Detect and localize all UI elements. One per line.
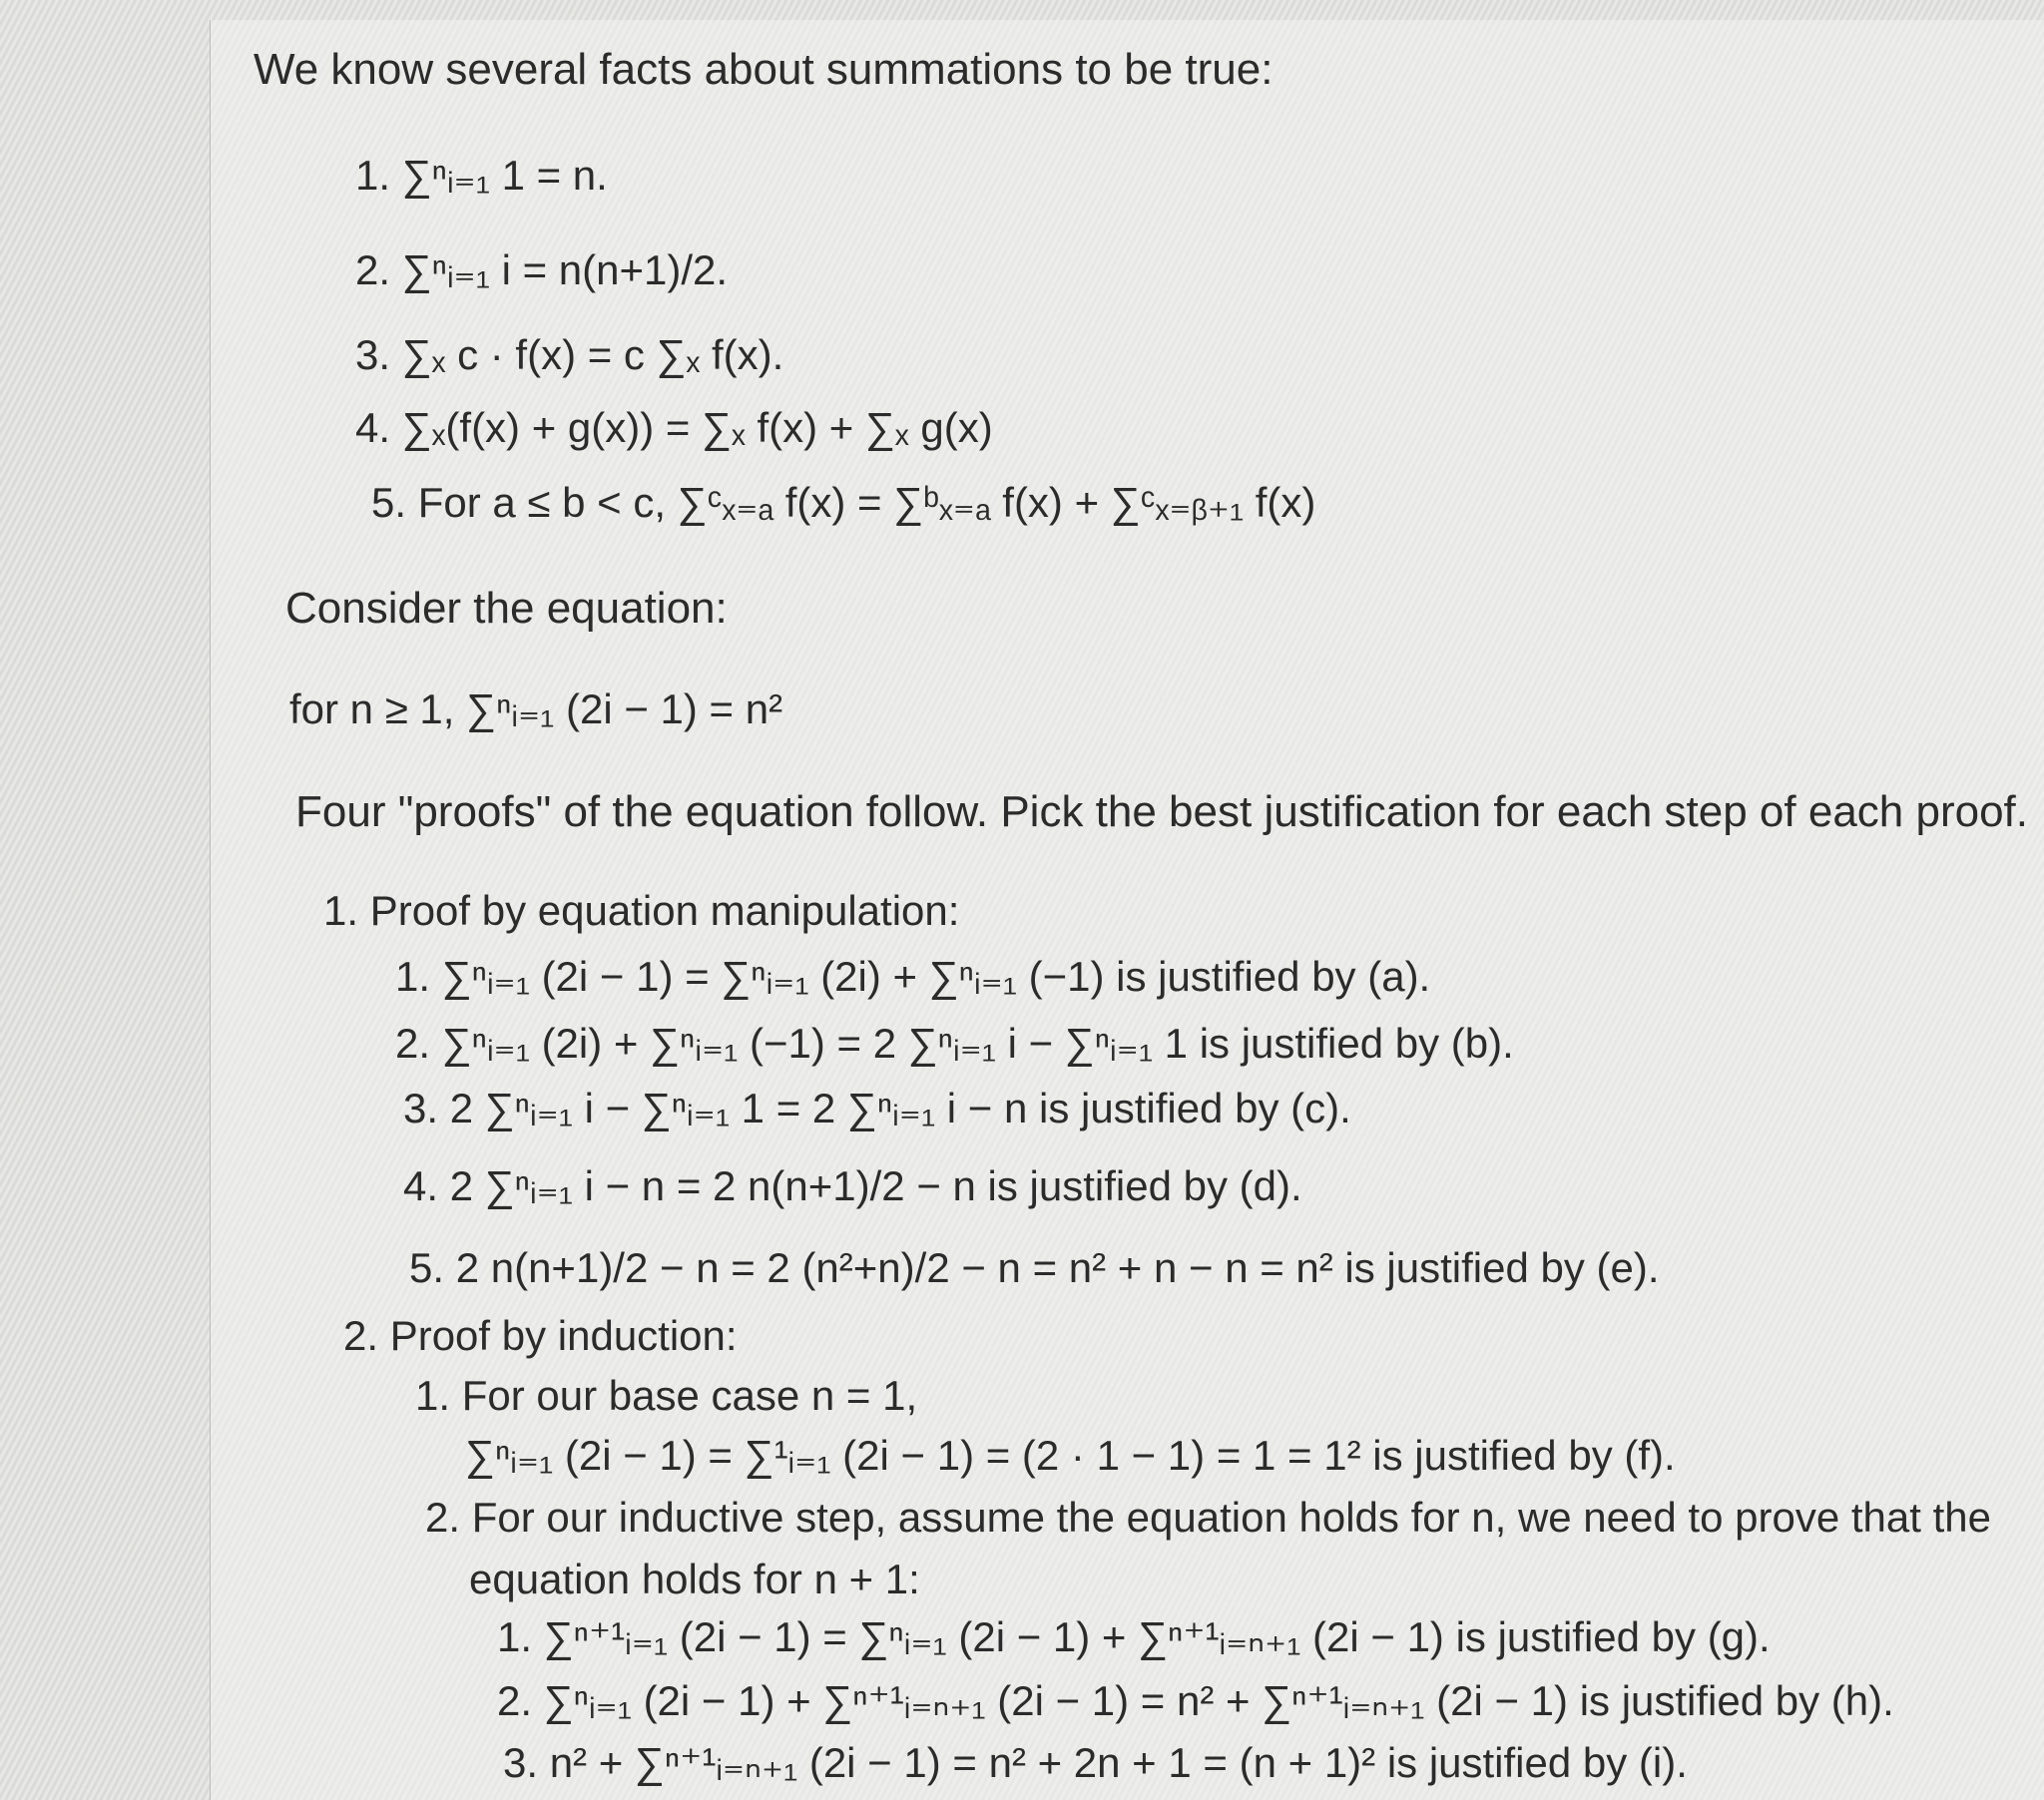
proof1-title: 1. Proof by equation manipulation:: [323, 887, 960, 934]
instructions-text: Four "proofs" of the equation follow. Pick the best justification for each step of each proof.: [295, 787, 2029, 836]
intro-text: We know several facts about summations to be true:: [254, 45, 1274, 94]
proof2-step-2: 2. ∑ⁿᵢ₌₁ (2i − 1) + ∑ⁿ⁺¹ᵢ₌ₙ₊₁ (2i − 1) = n² + ∑ⁿ⁺¹ᵢ₌ₙ₊₁ (2i − 1) is justified by (h).: [497, 1677, 1894, 1724]
proof2-base-equation: ∑ⁿᵢ₌₁ (2i − 1) = ∑¹ᵢ₌₁ (2i − 1) = (2 · 1 − 1) = 1 = 1² is justified by (f).: [465, 1432, 1676, 1479]
fact-1: 1. ∑ⁿᵢ₌₁ 1 = n.: [355, 152, 608, 199]
proof2-inductive-line-2: equation holds for n + 1:: [469, 1556, 920, 1602]
fact-3: 3. ∑ₓ c · f(x) = c ∑ₓ f(x).: [355, 331, 784, 378]
fact-2: 2. ∑ⁿᵢ₌₁ i = n(n+1)/2.: [355, 246, 729, 293]
proof2-step-1: 1. ∑ⁿ⁺¹ᵢ₌₁ (2i − 1) = ∑ⁿᵢ₌₁ (2i − 1) + ∑ⁿ⁺¹ᵢ₌ₙ₊₁ (2i − 1) is justified by (g).: [497, 1613, 1771, 1660]
proof1-step-3: 3. 2 ∑ⁿᵢ₌₁ i − ∑ⁿᵢ₌₁ 1 = 2 ∑ⁿᵢ₌₁ i − n is justified by (c).: [403, 1085, 1351, 1131]
proof2-inductive-line-1: 2. For our inductive step, assume the equation holds for n, we need to prove that the: [425, 1494, 1991, 1541]
proof1-step-1: 1. ∑ⁿᵢ₌₁ (2i − 1) = ∑ⁿᵢ₌₁ (2i) + ∑ⁿᵢ₌₁ (−1) is justified by (a).: [395, 953, 1431, 1000]
proof2-title: 2. Proof by induction:: [343, 1312, 738, 1359]
proof2-step-3: 3. n² + ∑ⁿ⁺¹ᵢ₌ₙ₊₁ (2i − 1) = n² + 2n + 1 = (n + 1)² is justified by (i).: [503, 1739, 1688, 1786]
proof1-step-5: 5. 2 n(n+1)/2 − n = 2 (n²+n)/2 − n = n² + n − n = n² is justified by (e).: [409, 1244, 1660, 1291]
consider-label: Consider the equation:: [285, 584, 728, 633]
proof1-step-2: 2. ∑ⁿᵢ₌₁ (2i) + ∑ⁿᵢ₌₁ (−1) = 2 ∑ⁿᵢ₌₁ i − ∑ⁿᵢ₌₁ 1 is justified by (b).: [395, 1020, 1514, 1067]
main-equation: for n ≥ 1, ∑ⁿᵢ₌₁ (2i − 1) = n²: [289, 685, 783, 732]
fact-4: 4. ∑ₓ(f(x) + g(x)) = ∑ₓ f(x) + ∑ₓ g(x): [355, 404, 993, 451]
proof1-step-4: 4. 2 ∑ⁿᵢ₌₁ i − n = 2 n(n+1)/2 − n is justified by (d).: [403, 1162, 1302, 1209]
proof2-base-label: 1. For our base case n = 1,: [415, 1372, 918, 1419]
fact-5: 5. For a ≤ b < c, ∑ᶜₓ₌ₐ f(x) = ∑ᵇₓ₌ₐ f(x) + ∑ᶜₓ₌ᵦ₊₁ f(x): [371, 479, 1316, 526]
